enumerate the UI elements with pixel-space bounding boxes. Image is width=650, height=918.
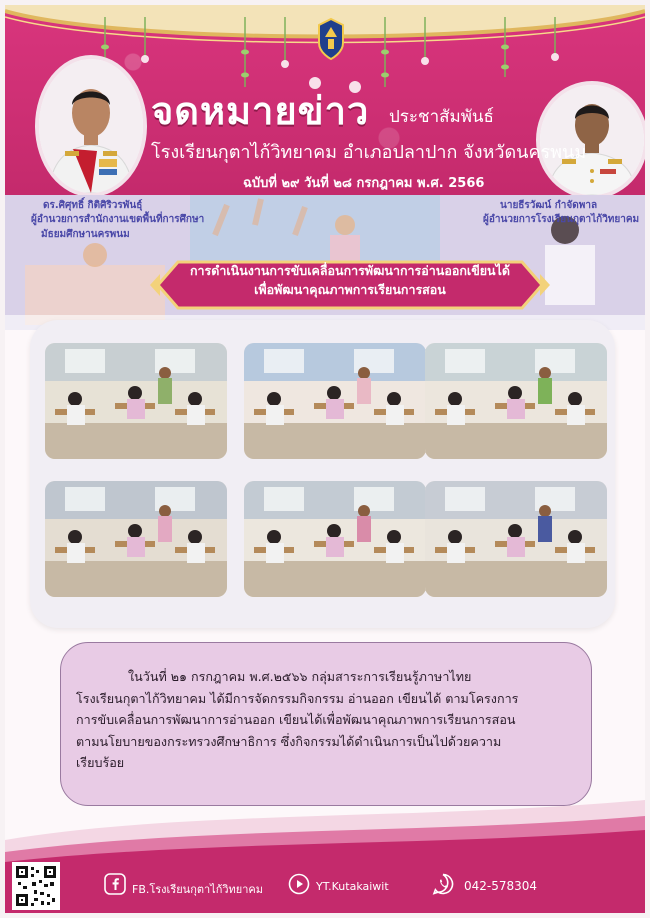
facebook-link[interactable]: FB.โรงเรียนกุตาไก้วิทยาคม	[132, 883, 264, 896]
phone-icon[interactable]	[432, 873, 454, 895]
left-official-role-2: มัธยมศึกษานครพนม	[41, 229, 130, 240]
newsletter-subtitle: ประชาสัมพันธ์	[389, 107, 494, 127]
youtube-icon[interactable]	[288, 873, 310, 895]
classroom-photo-4	[45, 481, 227, 597]
paragraph-line: ในวันที่ ๒๑ กรกฎาคม พ.ศ.๒๕๖๖ กลุ่มสาระการเรียนรู้ภาษาไทย	[128, 669, 472, 684]
left-official-name: ดร.ศิศุทธิ์ กิติศิริวรพันธุ์	[43, 200, 143, 211]
headline-text	[150, 261, 550, 299]
footer-wave-decoration	[5, 790, 645, 913]
left-official-portrait	[35, 55, 147, 197]
newsletter-title: จดหมายข่าว	[151, 89, 370, 133]
issue-date-line: ฉบับที่ ๒๙ วันที่ ๒๘ กรกฎาคม พ.ศ. 2566	[243, 176, 485, 191]
youtube-link[interactable]: YT.Kutakaiwit	[316, 880, 389, 893]
article-paragraph	[76, 666, 596, 774]
qr-code[interactable]	[12, 862, 60, 910]
school-name-line: โรงเรียนกุตาไก้วิทยาคม อำเภอปลาปาก จังหวัดนครพนม	[151, 142, 587, 163]
classroom-photo-1	[45, 343, 227, 459]
facebook-icon[interactable]	[104, 873, 126, 895]
paragraph-line: โรงเรียนกุตาไก้วิทยาคม ได้มีการจัดกรรมกิจกรรม อ่านออก เขียนได้ ตามโครงการ	[76, 690, 519, 706]
classroom-photo-3	[425, 343, 607, 459]
right-official-role: ผู้อำนวยการโรงเรียนกุตาไก้วิทยาคม	[483, 214, 640, 225]
header-banner	[5, 5, 645, 195]
classroom-photo-2	[244, 343, 426, 459]
headline-line-2: เพื่อพัฒนาคุณภาพการเรียนการสอน	[254, 282, 446, 297]
school-emblem-icon	[317, 17, 345, 61]
paragraph-line: เรียบร้อย	[76, 755, 125, 770]
paragraph-line: ตามนโยบายของกระทรวงศึกษาธิการ ซึ่งกิจกรรมได้ดำเนินการเป็นไปด้วยความ	[76, 733, 502, 749]
right-official-name: นายธีรวัฒน์ กำจัดพาล	[500, 200, 598, 211]
classroom-photo-5	[244, 481, 426, 597]
classroom-photo-6	[425, 481, 607, 597]
paragraph-line: การขับเคลื่อนการพัฒนาการอ่านออก เขียนได้เพื่อพัฒนาคุณภาพการเรียนการสอน	[76, 712, 516, 727]
headline-line-1: การดำเนินงานการขับเคลื่อนการพัฒนาการอ่านออกเขียนได้	[189, 263, 511, 278]
left-official-role-1: ผู้อำนวยการสำนักงานเขตพื้นที่การศึกษา	[31, 214, 205, 225]
phone-number[interactable]: 042-578304	[464, 879, 538, 893]
